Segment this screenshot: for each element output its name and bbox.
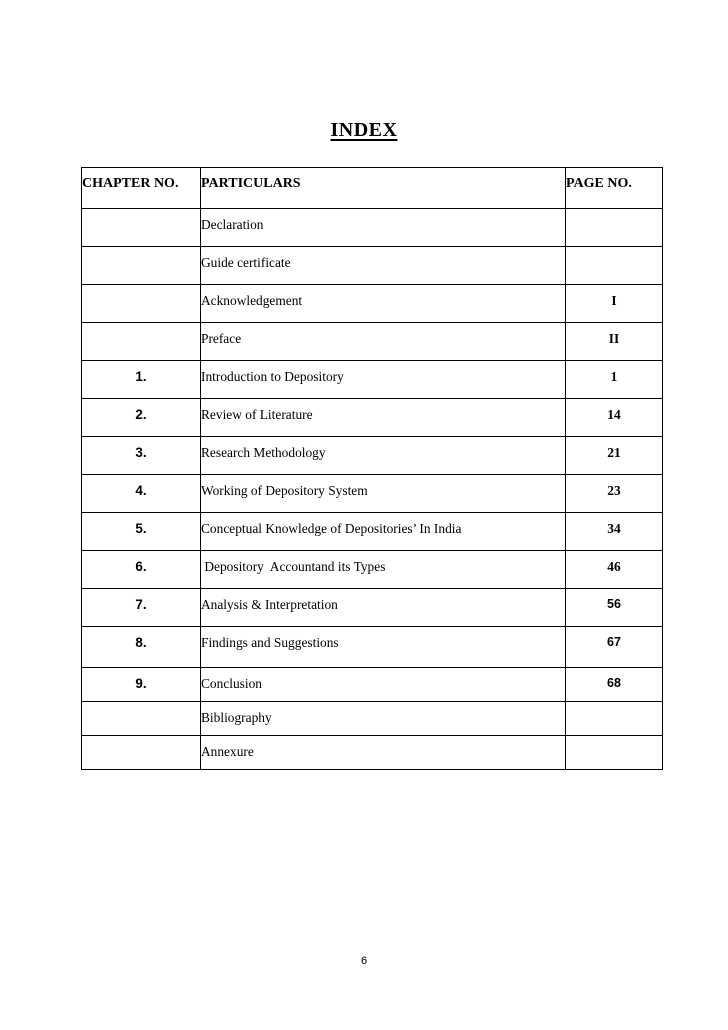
page-cell: II bbox=[566, 323, 663, 361]
chapter-cell: 6. bbox=[82, 551, 201, 589]
page-cell bbox=[566, 209, 663, 247]
chapter-cell: 5. bbox=[82, 513, 201, 551]
header-particulars: PARTICULARS bbox=[201, 168, 566, 209]
chapter-cell: 8. bbox=[82, 627, 201, 668]
table-row bbox=[82, 668, 663, 702]
page-cell: 56 bbox=[566, 589, 663, 627]
particulars-cell: Working of Depository System bbox=[201, 475, 566, 513]
table-row bbox=[82, 475, 663, 513]
page-cell: 1 bbox=[566, 361, 663, 399]
particulars-cell: Preface bbox=[201, 323, 566, 361]
page-cell: 68 bbox=[566, 668, 663, 702]
particulars-cell: Annexure bbox=[201, 736, 566, 770]
page-cell: 14 bbox=[566, 399, 663, 437]
page-cell: 67 bbox=[566, 627, 663, 668]
table-row bbox=[82, 209, 663, 247]
page-cell: 46 bbox=[566, 551, 663, 589]
chapter-cell: 3. bbox=[82, 437, 201, 475]
page-cell: 34 bbox=[566, 513, 663, 551]
particulars-cell: Bibliography bbox=[201, 702, 566, 736]
chapter-cell: 2. bbox=[82, 399, 201, 437]
particulars-cell: Declaration bbox=[201, 209, 566, 247]
index-table bbox=[81, 167, 663, 770]
page-cell bbox=[566, 702, 663, 736]
header-page-no: PAGE NO. bbox=[566, 168, 663, 209]
chapter-cell bbox=[82, 209, 201, 247]
table-row bbox=[82, 323, 663, 361]
particulars-cell: Research Methodology bbox=[201, 437, 566, 475]
table-row bbox=[82, 399, 663, 437]
table-row bbox=[82, 736, 663, 770]
table-row bbox=[82, 437, 663, 475]
page-title: INDEX bbox=[330, 119, 398, 141]
table-header-row bbox=[82, 168, 663, 209]
table-row bbox=[82, 551, 663, 589]
table-row bbox=[82, 285, 663, 323]
particulars-cell: Conceptual Knowledge of Depositories’ In India bbox=[201, 513, 566, 551]
chapter-cell: 9. bbox=[82, 668, 201, 702]
particulars-cell: Findings and Suggestions bbox=[201, 627, 566, 668]
chapter-cell: 1. bbox=[82, 361, 201, 399]
page-cell: 21 bbox=[566, 437, 663, 475]
page-cell: I bbox=[566, 285, 663, 323]
particulars-cell: Conclusion bbox=[201, 668, 566, 702]
table-row bbox=[82, 589, 663, 627]
table-row bbox=[82, 513, 663, 551]
chapter-cell bbox=[82, 285, 201, 323]
header-chapter-no: CHAPTER NO. bbox=[82, 168, 201, 209]
particulars-cell: Introduction to Depository bbox=[201, 361, 566, 399]
table-row bbox=[82, 361, 663, 399]
page-cell bbox=[566, 247, 663, 285]
particulars-cell: Guide certificate bbox=[201, 247, 566, 285]
page-cell bbox=[566, 736, 663, 770]
particulars-cell: Review of Literature bbox=[201, 399, 566, 437]
table-row bbox=[82, 247, 663, 285]
chapter-cell bbox=[82, 247, 201, 285]
chapter-cell: 7. bbox=[82, 589, 201, 627]
chapter-cell bbox=[82, 323, 201, 361]
particulars-cell: Depository Accountand its Types bbox=[201, 551, 566, 589]
table-row bbox=[82, 702, 663, 736]
chapter-cell bbox=[82, 702, 201, 736]
page-cell: 23 bbox=[566, 475, 663, 513]
chapter-cell: 4. bbox=[82, 475, 201, 513]
particulars-cell: Acknowledgement bbox=[201, 285, 566, 323]
table-row bbox=[82, 627, 663, 668]
chapter-cell bbox=[82, 736, 201, 770]
particulars-cell: Analysis & Interpretation bbox=[201, 589, 566, 627]
page-number: 6 bbox=[360, 955, 368, 967]
